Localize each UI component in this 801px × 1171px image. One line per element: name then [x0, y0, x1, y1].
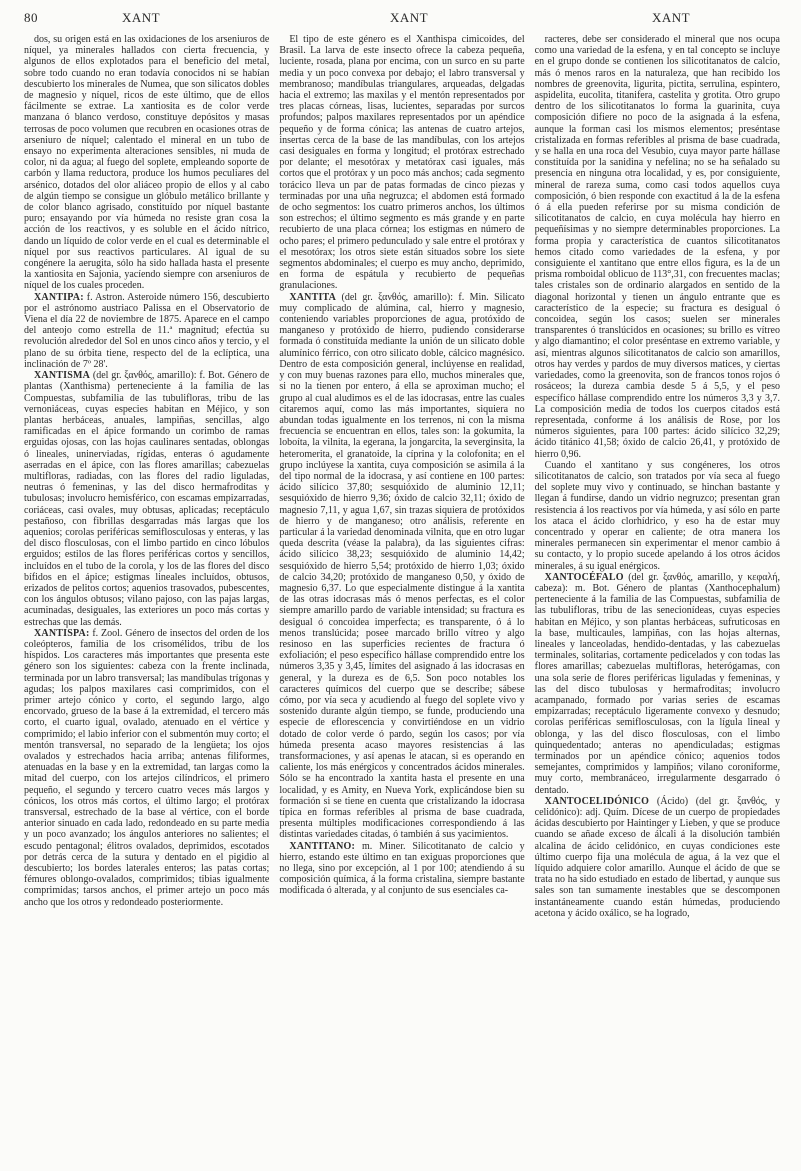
running-head-right: XANT [652, 10, 691, 25]
entry-headword: XANTITA [289, 291, 337, 303]
entry-text: f. Zool. Género de insectos del orden de los coleópteros, familia de los crisomélidos, tribu de los híspidos. Los caracteres más importantes que presenta este género son los siguientes: cabeza con la frente inclinada, terminada por un labro transversal; las mandíbulas trígonas y agudas; los palpos maxilares casi comprimidos, con el primer artejo cónico y corto, el segundo largo, algo encorvado, grueso de la base á la extremidad, el tercero más corto, el cuarto igual, ovalado, atenuado en el vértice y comprimido; el labio inferior con el submentón muy corto; el mentón transversal, no separado de la lengüeta; los ojos ovalados y estrechados hacia arriba; antenas filiformes, atenuadas en la base y en la extremidad, tan largas como la mitad del cuerpo, con los artejos cilíndricos, el primero pequeño, el segundo y tercero cuatro veces más largos y cónicos, los otros más cortos, el último largo; el protórax transversal, estrechado de la base al vértice, con el borde anterior sinuado en cada lado, redondeado en su parte media y un poco avanzado; los ángulos anteriores no salientes; el escudo pentagonal; élitros ovalados, deprimidos, escotados por detrás cerca de la sutura y dentado en el pigidio al descubierto; los bordes laterales enteros; las patas cortas; fémures oblongo-ovalados, comprimidos; tibias igualmente comprimidas; tarsos anchos, el primer artejo un poco más ancho que los otros y redondeado posteriormente. [24, 627, 270, 908]
dictionary-entry [24, 370, 269, 628]
dictionary-entry [279, 292, 524, 841]
entry-headword: XANTISPA: [34, 627, 90, 639]
entry-text: (del gr. ξανθός, amarillo): f. Bot. Género de plantas (Xanthisma) perteneciente á la familia de las Compuestas, subfamilia de las tubulifloras, tribu de las vernoniáceas, cuyas especies habitan en Méjico, y son plantas herbáceas, anuales, lampiñas, sencillas, algo ramificadas en el ápice formando un corimbo de ramas erguidas ojosas, con las hojas caulinares sentadas, oblongas ó lineales, uninerviadas, rígidas, enteras ó agudamente aserradas en el ápice, con las flores amarillas; cabezuelas multifloras, radiadas, con las flores del radio liguladas, neutras ó femeninas, y las del disco hermafroditas y tubulosas; involucro hemisférico, con escamas empizarradas, coriáceas, casi ovales, muy obtusas, aplicadas; receptáculo pestañoso, con fibrillas desgarradas más largas que los aquenios; corolas periféricas semiflosculosas y enteras, y las del disco flosculosas, con el limbo partido en cinco lóbulos erguidos; estilos de las flores periféricas cortos y sencillos, incluídos en el tubo de la corola, y los de las flores del disco bífidos en el ápice; estigmas lineales incluídos, obtusos, erizados de pelitos cortos; aquenios trasovados, pubescentes, con los ángulos obtusos; vilano pajoso, con las pajas largas, acuminadas, desiguales, las exteriores un poco más cortas y estrechas que las demás. [24, 370, 270, 628]
entry-headword: XANTOCÉFALO [544, 571, 624, 583]
entry-paragraph [279, 34, 524, 292]
entry-paragraph [535, 460, 780, 572]
entry-headword: XANTOCELIDÓNICO [544, 795, 650, 807]
running-head-left: XANT [122, 10, 161, 25]
entry-text: (Ácido) (del gr. ξανθός, y celidónico): adj. Quím. Dícese de un cuerpo de propiedades ácidas descubierto por Haintinger y Lieben, y que se produce cuando se añade exceso de álcali á la disolución también alcalina de ácido celidónico, en cuyas condiciones este último cuerpo fija una molécula de agua, á la vez que el líquido adquiere color amarillo. Aunque el ácido de que se trata no ha sido estudiado en estado de libertad, y aunque sus sales son tan sumamente inestables que se descomponen instantáneamente cuando están húmedas, produciendo acetona y ácido oxálico, se ha logrado, [534, 795, 780, 919]
running-head-middle: XANT [390, 10, 429, 25]
text-column-1 [24, 34, 269, 1164]
running-header [24, 10, 779, 28]
entry-paragraph [535, 34, 780, 460]
entry-paragraph [24, 34, 269, 292]
entry-text: racteres, debe ser considerado el mineral que nos ocupa como una variedad de la esfena, y en tal concepto se incluye en el grupo donde se contienen los silicotitanatos de calcio, más ó menos raros en la naturaleza, que han recibido los nombres de greenovita, ligurita, pictita, serrulina, espintero, aspidelita, eucolita, titanifera, castelita y grotita. Otro grupo dentro de los silicotitanatos lo forma la guarinita, cuya composición difiere no poco de la asignada á la esfena, aunque la forman casi los mismos elementos; preséntase cristalizada en formas referibles al prisma de base cuadrada, y se halla en una roca del Vesubio, cuya mayor parte hállase constituída por la sanidina y nefelina; no se ha señalado su presencia en ninguna otra localidad, y es, por consiguiente, mineral de rareza suma, como casi todos aquellos cuya composición, ó bien responde con exactitud á la de la esfena ó á ella pueden referirse por su misma condición de silicotitanatos de calcio, en cuya molécula hay hierro en pequeñísimas y no siempre determinables proporciones. La forma propia y característica de cuantos silicotitanatos hemos citado como variedades de la esfena, y por consiguiente el xantitano que entre ellos figura, es la de un prisma romboidal oblicuo de 113°,31, con frecuentes maclas; tales cristales son de ordinario alargados en sentido de la diagonal horizontal y tienen un ángulo entrante que es característico de la especie; su fractura es desigual ó concoidea, según los casos; suelen ser minerales transparentes ó translúcidos en ocasiones; su brillo es vítreo y algo diamantino; el color preséntase en extremo variable, y así, mientras algunos silicotitanatos de calcio son amarillos, otros hay verdes y pardos de muy diversos matices, y ciertas variedades, como la greenovita, son de francos tonos rojos ó rosáceos; la dureza cambia desde 5 á 5,5, y el peso específico hállase comprendido entre los números 3,3 y 3,7. La composición media de todos los cuerpos citados está representada, conforme á los análisis de Rose, por los números siguientes, para 100 partes: ácido silícico 32,29; ácido titánico 41,58; óxido de calcio 26,41, y protóxido de hierro 0,96. [534, 34, 780, 460]
entry-text: (del gr. ξανθός, amarillo, y κεφαλή, cabeza): m. Bot. Género de plantas (Xanthocephalum) perteneciente á la familia de las Compuestas, subfamilia de las tubulifloras, tribu de las senecionídeas, cuyas especies habitan en Méjico, y son plantas herbáceas, sufruticosas en la base, multicaules, lampiñas, con las hojas alternas, lineales y lanceoladas, hendido-dentadas, y las cabezuelas terminales, solitarias, cortamente pedicelados y con todas las flores amarillas; cabezuelas multifloras, heterógamas, con una sola serie de flores periféricas liguladas y femeninas, y las del disco tubulosas y hermafroditas; involucro acampanado, formado por varias series de escamas empizarradas; receptáculo ligeramente convexo y desnudo; corolas periféricas semiflosculosas, con la lígula lineal y oblonga, y las del disco flosculosas, con el limbo quinquedentado; anteras no apendiculadas; estigmas terminados por un apéndice cónico; aquenios todos semejantes, comprimidos y lampiños; vilano coroniforme, muy corto, membranáceo, irregularmente desgarrado ó dentado. [534, 571, 780, 796]
dictionary-entry [279, 841, 524, 897]
dictionary-entry [24, 292, 269, 370]
entry-text: (del gr. ξανθός, amarillo): f. Min. Silicato muy complicado de alúmina, cal, hierro y magnesio, conteniendo variables proporciones de agua, protóxido de manganeso y protóxido de hierro, pudiendo considerarse formada ó constituída mediante la unión de un silicato doble alumínico férrico, con otro silicato doble, cálcico magnésico. Dentro de esta composición general, inclúyense en realidad, y con muy buenas razones para ello, muchos minerales que, si no la tienen por entero, á ella se aproximan mucho; el grupo al cual aludimos es el de las idocrasas, entre las cuales citaremos aquí, como las más importantes, siquiera no abundan todas igualmente en los terrenos, ni con la misma frecuencia se encuentran en ellos, tales son: la gokumita, la loboíta, la vilnita, la egerana, la jongarcita, la severginsita, la heteromerita, el granatoide, la cíprina y la colofonita; en el grupo inclúyese la xantita, cuya composición se asimila á la del tipo normal de la idocrasa, y así contiene en 100 partes: ácido silícico 37,80; sesquióxido de aluminio 12,11; sesquióxido de hierro 9,36; óxido de calcio 32,11; óxido de magnesio 7,11, y agua 1,67, sin trazas siquiera de protóxidos de hierro y de manganeso; otro análisis, referente en particular á la variedad denominada vilnita, que en otro lugar queda descrita (véase la palabra), da las siguientes cifras: ácido silícico 38,23; sesquióxido de aluminio 14,42; sesquióxido de hierro 5,54; protóxido de hierro 1,03; óxido de calcio 34,20; protóxido de manganeso 0,50, y óxido de magnesio 6,37. Lo que especialmente distingue á la xantita de las otras idocrasas más ó menos perfectas, es el color siempre amarillo pardo de variable intensidad; su fractura es desigual ó concoidea imperfecta; es transparente, ó á lo menos translúcida; posee marcado brillo vítreo y algo resinoso en las superficies recientes de fractura ó exfoliación; el peso específico hállase comprendido entre los números 3,35 y 3,45, límites del asignado á las idocrasas en general, y la dureza es de 6,5. Son poco notables los caracteres químicos del cuerpo que se describe; sábese cómo, por vía seca y acudiendo al fuego del soplete vivo y sostenido durante algún tiempo, se funde, produciendo una especie de eflorescencia y convirtiéndose en un vidrio dotado de color verde ó pardo, según los casos; por vía húmeda presenta acaso mayores resistencias á las transformaciones, y así apenas le atacan, si es operando en caliente, los más enérgicos y concentrados ácidos minerales. Sólo se ha encontrado la xantita hasta el presente en una localidad, y es Amity, en Nueva York, explicándose bien su formación si se tiene en cuenta que cristalizando la idocrasa típica en formas referibles al prisma de base cuadrada, presenta múltiples modificaciones correspondiendo á las distintas variedades citadas, ó también á sus yacimientos. [279, 291, 525, 841]
entry-text: Cuando el xantitano y sus congéneres, los otros silicotitanatos de calcio, son tratados por vía seca al fuego del soplete muy vivo y continuado, se hinchan bastante y llegan á fundirse, dando un vidrio negruzco; presentan gran resistencia á los reactivos por vía húmeda, y así sólo en parte los ataca el ácido clorhídrico, y eso ha de estar muy concentrado y operar en caliente; de otra manera los minerales permanecen sin experimentar el menor cambio á su contacto, y lo propio sucede apelando á los otros ácidos minerales, á su igual enérgicos. [534, 459, 780, 572]
text-column-2 [279, 34, 524, 1164]
text-column-3 [535, 34, 780, 1164]
entry-text: f. Astron. Asteroide número 156, descubierto por el astrónomo austriaco Palissa en el Observatorio de Viena el día 22 de noviembre de 1875. Aparece en el campo del anteojo como estrella de 11.ª magnitud; efectúa su revolución alrededor del Sol en unos cinco años y tercio, y el plano de su órbita tiene, respecto del de la eclíptica, una inclinación de 7º 28'. [24, 291, 270, 370]
page-number: 80 [24, 10, 38, 25]
entry-text: El tipo de este género es el Xanthispa cimicoides, del Brasil. La larva de este insecto ofrece la cabeza pequeña, luciente, rosada, plana por encima, con un surco en su parte media y un poco convexa por debajo; el labro transversal y membranoso; mandíbulas triangulares, arqueadas, delgadas hacia el extremo; las maxilas y el mentón representados por tres placas córneas, lisas, lucientes, separadas por surcos profundos; palpos maxilares representados por un apéndice pequeño y de forma cónica; las antenas de cuatro artejos, insertas cerca de la base de las mandíbulas, con los artejos casi desiguales en forma y longitud; el protórax estrechado por delante; el mesotórax y metatórax casi iguales, más cortos que el protórax y un poco más anchos; cada segmento torácico lleva un par de patas formadas de cinco piezas y terminadas por una uña negruzca; el abdomen está formado de ocho segmentos: los cuatro primeros anchos, los últimos son estrechos; el último segmento es más grande y en parte recubierto de una placa córnea; los estigmas en número de ocho pares; el primero pedunculado y sale entre el protórax y el mesotórax; los otros siete están situados sobre los siete segmentos abdominales; el cuerpo es muy ancho, deprimido, en forma de espátula y recubierto de pequeñas granulaciones. [279, 34, 525, 292]
text-columns [24, 34, 780, 1164]
entry-text: dos, su origen está en las oxidaciones de los arseniuros de níquel, ya minerales hallados con cierta frecuencia, y algunos de ellos explotados para el beneficio del metal, sobre todo cuando no eran todavía conocidos ni se habían descubierto los minerales de Numea, que son silicatos dobles de magnesio y níquel, ricos de este último, que de ellos fácilmente se extrae. La xantiosita es de color verde manzana ó blanco verdoso, constituye depósitos y masas terrosas de poco volumen que recubren en ocasiones otras de arseniuro de níquel; calentado el mineral en un tubo de ensayo no experimenta alteraciones sensibles, ni muda de color, ni da agua; al fuego del soplete, empleando soporte de carbón y llama reductora, produce los humos peculiares del arsénico, dotados del olor aliáceo propio de ellos y al cabo de algún tiempo se consigue un glóbulo metálico brillante y de color blanco agrisado, constituído por níquel bastante puro; ensayando por vía húmeda no resiste gran cosa la acción de los reactivos, y es soluble en el ácido nítrico, dando un líquido de color verde en el cual es determinable el níquel por sus reactivos particulares. Al igual de su congénere la aerugita, sólo ha sido hallada hasta el presente la xantiosita en Sajonia, yacíendo siempre con arseniuros de níquel de los cuales proceden. [24, 34, 270, 292]
dictionary-entry [535, 572, 780, 796]
entry-text: m. Miner. Silicotitanato de calcio y hierro, estando este último en tan exiguas proporciones que no llega, sino por excepción, al 1 por 100; atendiendo á su composición química, á la forma cristalina, siempre bastante modificada ó alterada, y al conjunto de sus esenciales ca- [279, 840, 525, 897]
dictionary-entry [24, 628, 269, 908]
entry-headword: XANTIPA: [34, 291, 84, 303]
entry-headword: XANTISMA [34, 370, 91, 382]
entry-headword: XANTITANO: [289, 840, 356, 852]
dictionary-entry [535, 796, 780, 919]
